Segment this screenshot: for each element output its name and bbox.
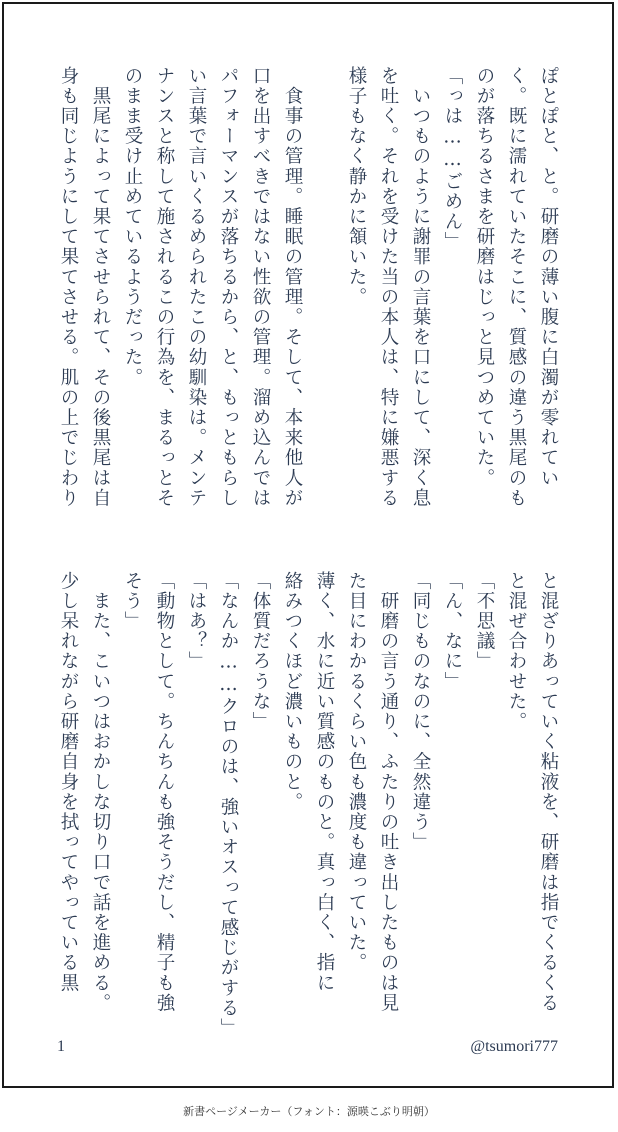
lower-text-block: と混ざりあっていく粘液を、研磨は指でくるくる と混ぜ合わせた。 「不思議」 「ん、なに」 「同じものなのに、全然違う」 研磨の言う通り、ふたりの吐き出したものは見 た目にわかるくらい色も濃度も違っていた。 薄く、水に近い質感のものと。真っ白く、指に 絡みつくほど濃いものと。 「体質だろうな」 「なんか……クロのは、強いオスって感じがする」 「はあ？」 「動物として。ちんちんも強そうだし、精子も強 そう」 また、こいつはおかしな切り口で話を進める。 少し呆れながら研磨自身を拭ってやっている黒 — [58, 571, 559, 1039]
page-frame — [2, 2, 614, 1088]
author-handle: @tsumori777 — [470, 1038, 558, 1055]
page-number: 1 — [57, 1038, 65, 1055]
upper-text-block: ぽとぽと、と。研磨の薄い腹に白濁が零れてい く。既に濡れていたそこに、質感の違う黒尾のも のが落ちるさまを研磨はじっと見つめていた。 「っは……ごめん」 いつものように謝罪の言葉を口にして、深く息 を吐く。それを受けた当の本人は、特に嫌悪する 様子もなく静かに頷いた。 食事の管理。睡眠の管理。そして、本来他人が 口を出すべきではない性欲の管理。溜め込んでは パフォーマンスが落ちるから、と、もっともらし い言葉で言いくるめられたこの幼馴染は。メンテ ナンスと称して施されるこの行為を、まるっとそ のまま受け止めているようだった。 黒尾によって果てさせられて、その後黒尾は自 身も同じようにして果てさせる。肌の上でじわり — [58, 66, 559, 509]
maker-credit: 新書ページメーカー（フォント：源暎こぶり明朝） — [183, 1105, 435, 1118]
